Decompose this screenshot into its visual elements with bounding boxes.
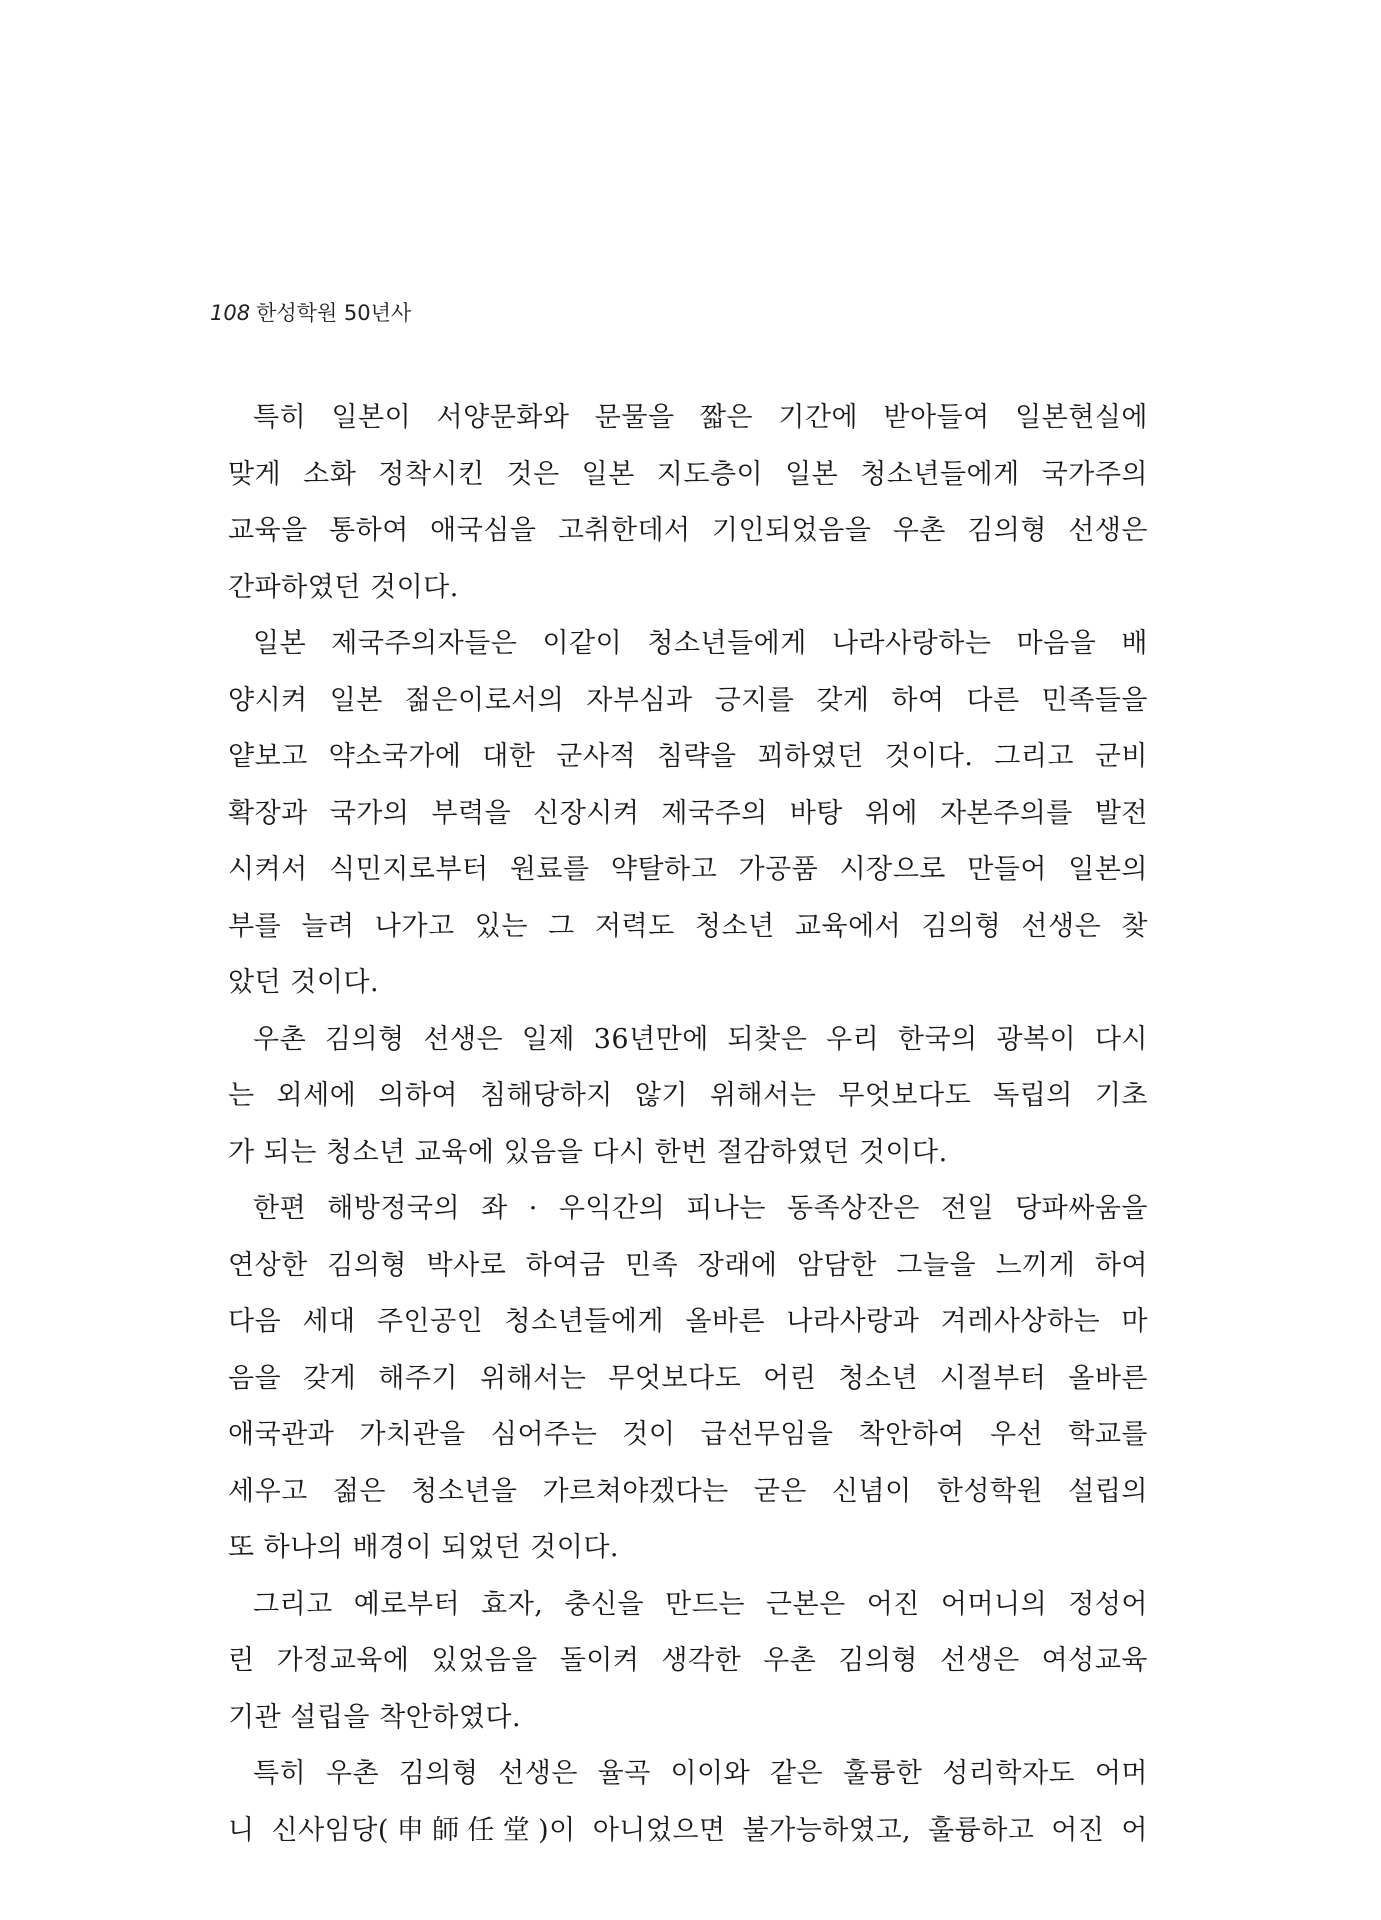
- text-line: 세우고 젊은 청소년을 가르쳐야겠다는 굳은 신념이 한성학원 설립의: [228, 1475, 1148, 1507]
- text-line: 가 되는 청소년 교육에 있음을 다시 한번 절감하였던 것이다.: [228, 1136, 948, 1168]
- running-head: [210, 297, 411, 327]
- text-line: 얕보고 약소국가에 대한 군사적 침략을 꾀하였던 것이다. 그리고 군비: [228, 741, 1148, 772]
- text-line: 애국관과 가치관을 심어주는 것이 급선무임을 착안하여 우선 학교를: [228, 1419, 1148, 1450]
- text-line: 시켜서 식민지로부터 원료를 약탈하고 가공품 시장으로 만들어 일본의: [228, 854, 1148, 885]
- text-line: 간파하였던 것이다.: [228, 571, 459, 603]
- text-line: 음을 갖게 해주기 위해서는 무엇보다도 어린 청소년 시절부터 올바른: [228, 1362, 1148, 1394]
- text-line: 니 신사임당(申師任堂)이 아니었으면 불가능하였고, 훌륭하고 어진 어: [228, 1814, 1148, 1846]
- text-line: 확장과 국가의 부력을 신장시켜 제국주의 바탕 위에 자본주의를 발전: [228, 797, 1148, 829]
- text-line: 그리고 예로부터 효자, 충신을 만드는 근본은 어진 어머니의 정성어: [253, 1588, 1148, 1620]
- text-line: 부를 늘려 나가고 있는 그 저력도 청소년 교육에서 김의형 선생은 찾: [228, 910, 1148, 942]
- text-line: 한편 해방정국의 좌 · 우익간의 피나는 동족상잔은 전일 당파싸움을: [253, 1193, 1148, 1224]
- text-line: 맞게 소화 정착시킨 것은 일본 지도층이 일본 청소년들에게 국가주의: [228, 458, 1148, 490]
- text-line: 았던 것이다.: [228, 967, 380, 998]
- text-line: 일본 제국주의자들은 이같이 청소년들에게 나라사랑하는 마음을 배: [253, 628, 1148, 659]
- book-title: 한성학원 50년사: [256, 301, 412, 325]
- text-line: 린 가정교육에 있었음을 돌이켜 생각한 우촌 김의형 선생은 여성교육: [228, 1645, 1148, 1676]
- text-line: 는 외세에 의하여 침해당하지 않기 위해서는 무엇보다도 독립의 기초: [228, 1080, 1148, 1111]
- text-line: 특히 일본이 서양문화와 문물을 짧은 기간에 받아들여 일본현실에: [253, 402, 1148, 433]
- text-line: 특히 우촌 김의형 선생은 율곡 이이와 같은 훌륭한 성리학자도 어머: [253, 1758, 1148, 1789]
- page-number: 108: [210, 301, 251, 325]
- text-line: 연상한 김의형 박사로 하여금 민족 장래에 암담한 그늘을 느끼게 하여: [228, 1249, 1148, 1281]
- text-line: 기관 설립을 착안하였다.: [228, 1701, 522, 1733]
- text-line: 다음 세대 주인공인 청소년들에게 올바른 나라사랑과 겨레사상하는 마: [228, 1306, 1148, 1337]
- text-line: 우촌 김의형 선생은 일제 36년만에 되찾은 우리 한국의 광복이 다시: [253, 1023, 1148, 1055]
- text-line: 교육을 통하여 애국심을 고취한데서 기인되었음을 우촌 김의형 선생은: [228, 515, 1148, 546]
- body-text: [228, 390, 1148, 1859]
- text-line: 양시켜 일본 젊은이로서의 자부심과 긍지를 갖게 하여 다른 민족들을: [228, 684, 1148, 716]
- text-line: 또 하나의 배경이 되었던 것이다.: [228, 1532, 619, 1563]
